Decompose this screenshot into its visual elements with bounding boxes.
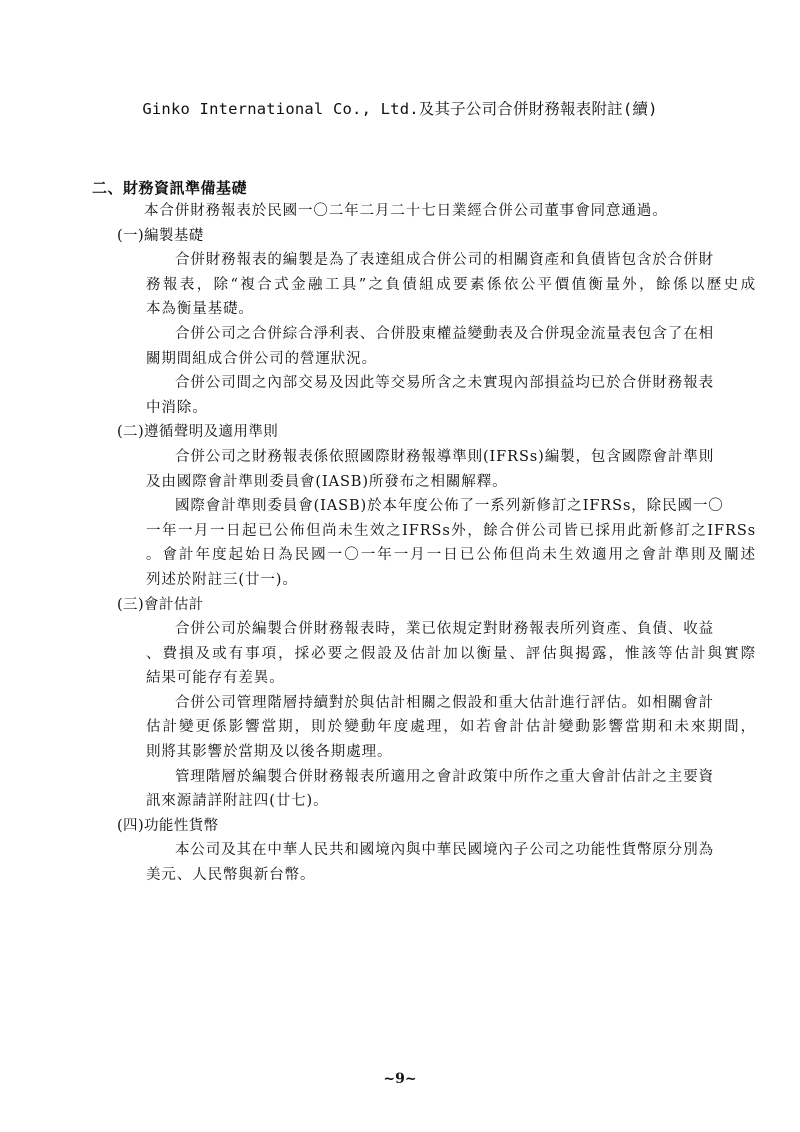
paragraph-line: 本為衡量基礎。: [146, 301, 254, 318]
paragraph-line: 一年一月一日起已公佈但尚未生效之IFRSs外，餘合併公司皆已採用此新修訂之IFRSs: [146, 522, 756, 539]
paragraph-line: 本公司及其在中華人民共和國境內與中華民國境內子公司之功能性貨幣原分別為: [175, 842, 714, 859]
paragraph-line: 估計變更係影響當期，則於變動年度處理，如若會計估計變動影響當期和未來期間，: [146, 719, 756, 736]
paragraph-line: 及由國際會計準則委員會(IASB)所發布之相關解釋。: [146, 473, 508, 490]
page-number: ~9~: [383, 1071, 417, 1087]
paragraph-line: 美元、人民幣與新台幣。: [146, 867, 316, 884]
paragraph-line: 結果可能存有差異。: [146, 670, 285, 687]
paragraph-line: 合併公司管理階層持續對於與估計相關之假設和重大估計進行評估。如相關會計: [175, 694, 714, 711]
paragraph-line: 合併公司間之內部交易及因此等交易所含之未實現內部損益均已於合併財務報表: [175, 375, 714, 392]
paragraph-line: 合併財務報表的編製是為了表達組成合併公司的相關資產和負債皆包含於合併財: [175, 252, 714, 269]
subsection-heading-basis: (一)編製基礎: [117, 227, 204, 244]
paragraph-line: 國際會計準則委員會(IASB)於本年度公佈了一系列新修訂之IFRSs，除民國一〇: [175, 498, 724, 515]
paragraph-line: 中消除。: [146, 399, 208, 416]
page-header-title: Ginko International Co., Ltd.及其子公司合併財務報表附註(續): [142, 100, 658, 118]
paragraph-line: 。會計年度起始日為民國一〇一年一月一日已公佈但尚未生效適用之會計準則及闡述: [146, 547, 756, 564]
paragraph-line: 管理階層於編製合併財務報表所適用之會計政策中所作之重大會計估計之主要資: [175, 768, 714, 785]
paragraph-line: 關期間組成合併公司的營運狀況。: [146, 350, 377, 367]
paragraph-line: 合併公司之財務報表係依照國際財務報導準則(IFRSs)編製，包含國際會計準則: [175, 448, 715, 465]
paragraph-line: 列述於附註三(廿一)。: [146, 571, 298, 588]
section-intro: 本合併財務報表於民國一〇二年二月二十七日業經合併公司董事會同意通過。: [144, 203, 668, 219]
section-title: 二、財務資訊準備基礎: [92, 179, 248, 197]
paragraph-line: 合併公司於編製合併財務報表時，業已依規定對財務報表所列資產、負債、收益: [175, 621, 714, 638]
paragraph-line: 合併公司之合併綜合淨利表、合併股東權益變動表及合併現金流量表包含了在相: [175, 325, 714, 342]
paragraph-line: 訊來源請詳附註四(廿七)。: [146, 793, 329, 810]
document-body: [117, 199, 757, 888]
paragraph-line: 務報表，除“複合式金融工具”之負債組成要素係依公平價值衡量外，餘係以歷史成: [146, 276, 756, 293]
subsection-heading-compliance: (二)遵循聲明及適用準則: [117, 424, 279, 441]
subsection-heading-currency: (四)功能性貨幣: [117, 817, 219, 834]
paragraph-line: 、費損及或有事項，採必要之假設及估計加以衡量、評估與揭露，惟該等估計與實際: [146, 645, 756, 662]
paragraph-line: 則將其影響於當期及以後各期處理。: [146, 744, 393, 761]
subsection-heading-estimates: (三)會計估計: [117, 596, 204, 613]
